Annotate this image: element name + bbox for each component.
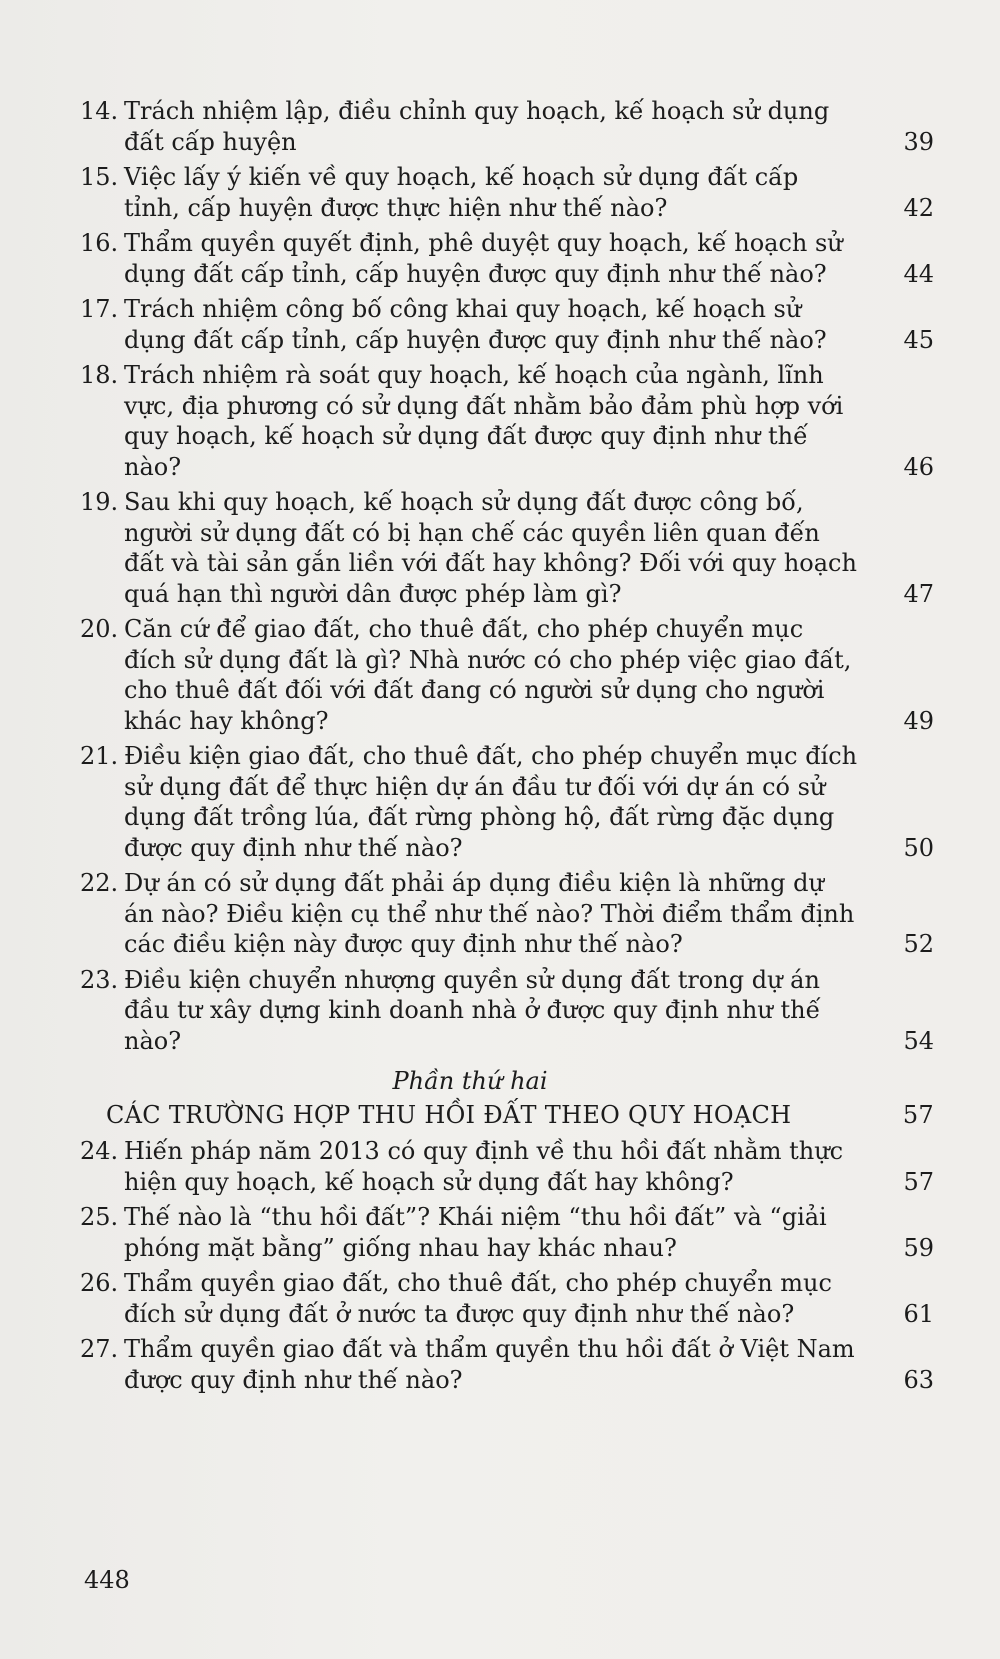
entry-page: 57 [903,1167,934,1196]
entry-number: 22. [80,869,119,897]
toc-entry-19 [80,487,940,609]
entry-page: 54 [903,1026,934,1055]
toc-entry-26 [80,1268,940,1329]
entry-number: 25. [80,1203,119,1231]
entry-title: Thẩm quyền quyết định, phê duyệt quy hoạch, kế hoạch sử dụng đất cấp tỉnh, cấp huyện được quy định như thế nào? [124,229,843,288]
entry-title: Trách nhiệm lập, điều chỉnh quy hoạch, kế hoạch sử dụng đất cấp huyện [124,97,830,156]
toc-entry-27 [80,1334,940,1395]
entry-title: Sau khi quy hoạch, kế hoạch sử dụng đất được công bố, người sử dụng đất có bị hạn chế các quyền liên quan đến đất và tài sản gắn liền với đất hay không? Đối với quy hoạch quá hạn thì người dân được phép làm gì? [124,488,857,608]
table-of-contents [80,96,940,1400]
section-heading [80,1100,940,1130]
entry-title: Căn cứ để giao đất, cho thuê đất, cho phép chuyển mục đích sử dụng đất là gì? Nhà nước có cho phép việc giao đất, cho thuê đất đối với đất đang có người sử dụng cho người khác hay không? [124,615,852,735]
entry-title: Thẩm quyền giao đất, cho thuê đất, cho phép chuyển mục đích sử dụng đất ở nước ta được quy định như thế nào? [124,1269,832,1328]
entry-number: 26. [80,1269,119,1297]
entry-number: 24. [80,1137,119,1165]
entry-title: Điều kiện chuyển nhượng quyền sử dụng đất trong dự án đầu tư xây dựng kinh doanh nhà ở được quy định như thế nào? [124,965,821,1055]
entry-page: 46 [903,452,934,481]
entry-page: 49 [903,706,934,735]
entry-page: 63 [903,1365,934,1394]
toc-entry-15 [80,162,940,223]
toc-entry-22 [80,868,940,960]
toc-entry-25 [80,1202,940,1263]
entry-title: Việc lấy ý kiến về quy hoạch, kế hoạch sử dụng đất cấp tỉnh, cấp huyện được thực hiện như thế nào? [124,163,799,222]
section-title: CÁC TRƯỜNG HỢP THU HỒI ĐẤT THEO QUY HOẠCH [106,1101,792,1129]
entry-page: 44 [903,259,934,288]
toc-entry-21 [80,741,940,863]
toc-entry-17 [80,294,940,355]
entry-title: Hiến pháp năm 2013 có quy định về thu hồi đất nhằm thực hiện quy hoạch, kế hoạch sử dụng đất hay không? [124,1137,844,1196]
entry-number: 27. [80,1335,119,1363]
entry-title: Trách nhiệm công bố công khai quy hoạch, kế hoạch sử dụng đất cấp tỉnh, cấp huyện được quy định như thế nào? [124,295,827,354]
section-page: 57 [902,1101,934,1129]
entry-page: 45 [903,325,934,354]
entry-number: 19. [80,488,119,516]
entry-number: 16. [80,229,119,257]
entry-title: Thẩm quyền giao đất và thẩm quyền thu hồi đất ở Việt Nam được quy định như thế nào? [124,1335,855,1394]
entry-number: 17. [80,295,119,323]
entry-number: 21. [80,742,119,770]
entry-title: Điều kiện giao đất, cho thuê đất, cho phép chuyển mục đích sử dụng đất để thực hiện dự án đầu tư đối với dự án có sử dụng đất trồng lúa, đất rừng phòng hộ, đất rừng đặc dụng được quy định như thế nào? [124,742,858,862]
entry-page: 50 [903,833,934,862]
entry-number: 14. [80,97,119,125]
page-number: 448 [84,1566,130,1594]
entry-number: 20. [80,615,119,643]
toc-entry-24 [80,1136,940,1197]
toc-entry-16 [80,228,940,289]
entry-number: 15. [80,163,119,191]
entry-page: 61 [903,1299,934,1328]
entry-number: 18. [80,361,119,389]
entry-page: 52 [903,930,934,958]
toc-entry-18 [80,360,940,482]
entry-page: 59 [903,1233,934,1262]
entry-title: Dự án có sử dụng đất phải áp dụng điều kiện là những dự án nào? Điều kiện cụ thể như thế nào? Thời điểm thẩm định các điều kiện này được quy định như thế nào? [124,869,855,958]
part-heading: Phần thứ hai [392,1067,548,1095]
entry-title: Trách nhiệm rà soát quy hoạch, kế hoạch của ngành, lĩnh vực, địa phương có sử dụng đất nhằm bảo đảm phù hợp với quy hoạch, kế hoạch sử dụng đất được quy định như thế nào? [124,361,844,481]
entry-title: Thế nào là “thu hồi đất”? Khái niệm “thu hồi đất” và “giải phóng mặt bằng” giống nhau hay khác nhau? [124,1203,827,1262]
toc-entry-20 [80,614,940,736]
entry-page: 42 [903,193,934,222]
entry-page: 47 [903,579,934,608]
toc-entry-14 [80,96,940,157]
entry-page: 39 [903,127,934,156]
entry-number: 23. [80,965,119,994]
toc-entry-23 [80,965,940,1057]
